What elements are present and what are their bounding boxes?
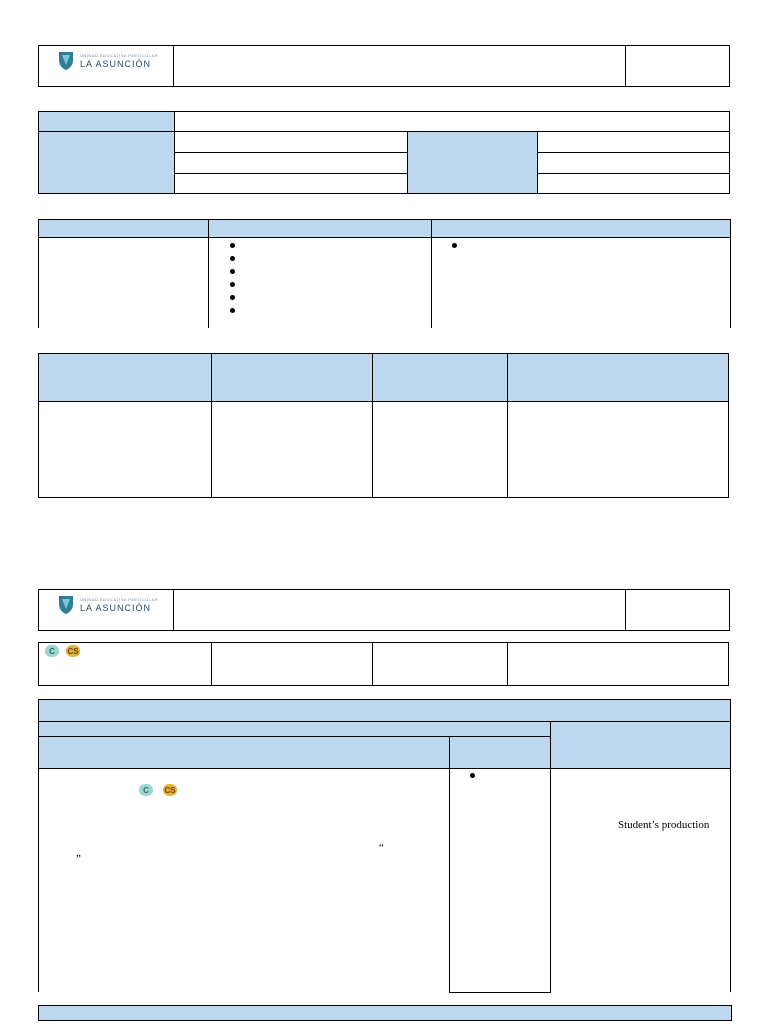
column-border bbox=[211, 642, 212, 686]
column-border bbox=[372, 353, 373, 498]
column-border bbox=[38, 238, 39, 328]
badge-row-table bbox=[38, 642, 729, 686]
info-value-cell bbox=[174, 131, 408, 153]
activity-title-row bbox=[38, 699, 731, 722]
bullet-point bbox=[470, 773, 475, 778]
students-production-label: Student’s production bbox=[618, 819, 710, 831]
info-value-cell bbox=[174, 173, 408, 194]
shield-logo-icon bbox=[58, 51, 74, 71]
competence-cs-icon: CS bbox=[67, 646, 79, 656]
column-border bbox=[550, 769, 551, 993]
header-divider bbox=[625, 589, 626, 631]
activity-subheader bbox=[38, 721, 551, 737]
close-quote-mark: ” bbox=[76, 853, 81, 865]
column-header bbox=[208, 219, 432, 238]
info-value-cell bbox=[537, 173, 730, 194]
column-border bbox=[449, 769, 450, 993]
info-value-cell bbox=[174, 152, 408, 174]
logo-name: LA ASUNCIÓN bbox=[80, 602, 152, 613]
activity-header-cell bbox=[38, 736, 450, 769]
footer-bar bbox=[38, 1005, 732, 1021]
header-divider bbox=[173, 45, 174, 87]
header-divider bbox=[173, 589, 174, 631]
shield-logo-icon bbox=[58, 595, 74, 615]
bullet-point bbox=[230, 243, 235, 248]
school-logo bbox=[58, 51, 158, 71]
competence-c-icon: C bbox=[45, 645, 59, 657]
column-border bbox=[730, 238, 731, 328]
info-value-cell bbox=[174, 111, 730, 132]
info-label-cell bbox=[38, 131, 175, 194]
logo-name: LA ASUNCIÓN bbox=[80, 58, 152, 69]
column-border bbox=[431, 238, 432, 328]
column-border bbox=[38, 769, 39, 992]
column-border bbox=[208, 238, 209, 328]
info-value-cell bbox=[537, 131, 730, 153]
column-border bbox=[730, 769, 731, 992]
open-quote-mark: “ bbox=[379, 842, 384, 854]
bullet-point bbox=[230, 295, 235, 300]
info-label-cell bbox=[38, 111, 175, 132]
bullet-point bbox=[230, 308, 235, 313]
school-logo bbox=[58, 595, 158, 615]
column-header bbox=[431, 219, 731, 238]
column-border bbox=[211, 353, 212, 498]
header-divider bbox=[625, 45, 626, 87]
info-label-cell bbox=[407, 131, 538, 194]
bullet-point bbox=[230, 282, 235, 287]
bullet-point bbox=[452, 243, 457, 248]
logo-subtitle: UNIDAD EDUCATIVA PARTICULAR bbox=[80, 52, 159, 58]
activity-header-cell bbox=[550, 721, 731, 769]
competence-c-icon: C bbox=[139, 784, 153, 796]
competence-cs-icon: CS bbox=[164, 785, 176, 795]
row-border bbox=[449, 992, 551, 993]
logo-subtitle: UNIDAD EDUCATIVA PARTICULAR bbox=[80, 596, 159, 602]
info-value-cell bbox=[537, 152, 730, 174]
planning-header-row bbox=[39, 354, 728, 401]
column-border bbox=[507, 642, 508, 686]
column-border bbox=[372, 642, 373, 686]
row-border bbox=[38, 401, 729, 402]
activity-header-cell bbox=[449, 736, 551, 769]
bullet-point bbox=[230, 269, 235, 274]
bullet-point bbox=[230, 256, 235, 261]
column-header bbox=[38, 219, 209, 238]
column-border bbox=[507, 353, 508, 498]
